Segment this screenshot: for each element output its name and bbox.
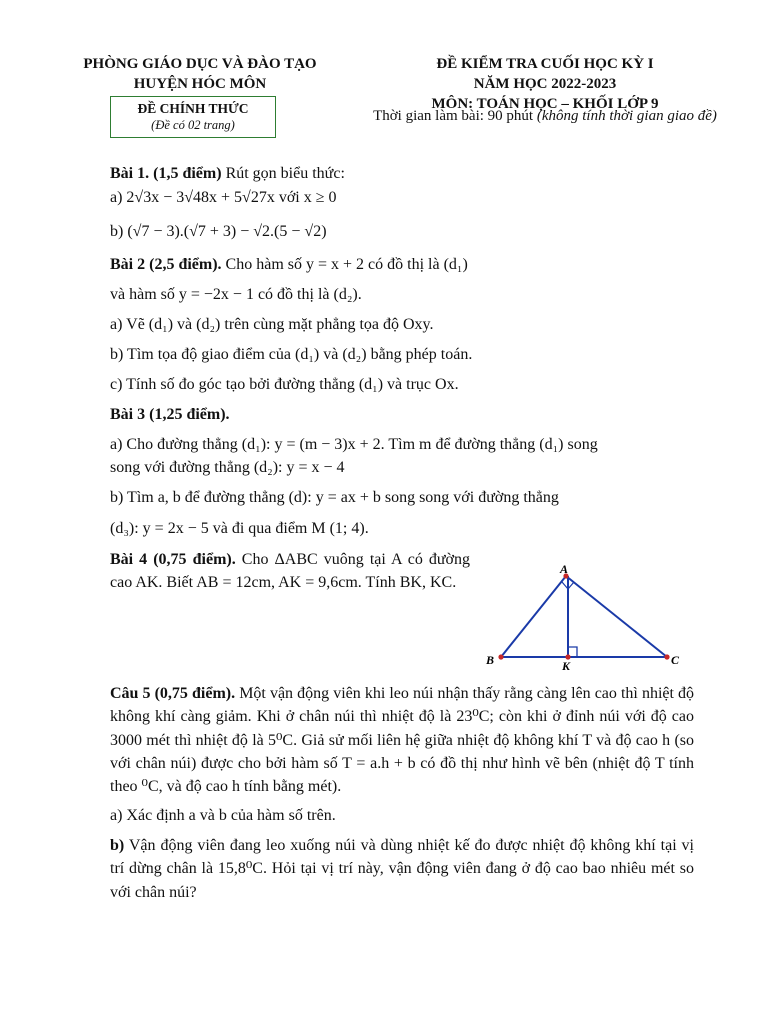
point-c (664, 654, 669, 659)
cau5-b-body: Vận động viên đang leo xuống núi và dùng nhiệt kế đo được nhiệt độ không khí tại vị trí dừng chân là 15,8⁰C. Hỏi tại vị trí này, vận động viên đang ở độ cao bao nhiêu mét so với chân núi? (110, 837, 694, 901)
bai2-intro: Cho hàm số y = x + 2 có đồ thị là (d₁) (221, 256, 468, 273)
time-note: (không tính thời gian giao đề) (536, 108, 717, 124)
bai1-a: a) 2√3x − 3√48x + 5√27x với x ≥ 0 (110, 189, 337, 206)
label-a: A (560, 562, 569, 576)
cau5-b-label: b) (110, 837, 125, 854)
cau5-text (110, 682, 694, 798)
bai2-label: Bài 2 (2,5 điểm). (110, 256, 222, 273)
bai3-heading: Bài 3 (1,25 điểm). (110, 406, 230, 423)
bai3-b-line-1: b) Tìm a, b để đường thẳng (d): y = ax + b song song với đường thẳng (110, 489, 559, 506)
side-ab (501, 576, 566, 657)
bai1-points: (1,5 điểm) (153, 165, 222, 182)
exam-title-block (350, 54, 740, 114)
bai1-prompt: Rút gọn biểu thức: (221, 165, 345, 182)
cau5-body: Một vận động viên khi leo núi nhận thấy rằng càng lên cao thì nhiệt độ không khí càng giảm. Khi ở chân núi thì nhiệt độ là 23⁰C; còn khi ở đỉnh núi với độ cao 3000 mét thì nhiệt độ là 5⁰C. Giả sử mối liên hệ giữa nhiệt độ không khí T và độ cao h (so với chân núi) được cho bởi hàm số T = a.h + b có đồ thị như hình vẽ bên (nhiệt độ T tính theo ⁰C, và độ cao h tính bằng mét). (110, 685, 695, 796)
official-box (110, 96, 276, 138)
bai4-label: Bài 4 (0,75 điểm). (110, 551, 236, 568)
side-ac (566, 576, 667, 657)
bai3-b-line-2: (d₃): y = 2x − 5 và đi qua điểm M (1; 4). (110, 520, 369, 537)
department-line-1: PHÒNG GIÁO DỤC VÀ ĐÀO TẠO (83, 56, 317, 72)
cau5-a: a) Xác định a và b của hàm số trên. (110, 807, 336, 824)
school-year: NĂM HỌC 2022-2023 (473, 76, 617, 92)
official-label: ĐỀ CHÍNH THỨC (137, 101, 249, 116)
bai2-a: a) Vẽ (d₁) và (d₂) trên cùng mặt phẳng tọa độ Oxy. (110, 316, 434, 333)
bai1-b: b) (√7 − 3).(√7 + 3) − √2.(5 − √2) (110, 223, 327, 240)
bai3-a-line-1: a) Cho đường thẳng (d₁): y = (m − 3)x + 2. Tìm m để đường thẳng (d₁) song (110, 436, 598, 453)
exam-title: ĐỀ KIỂM TRA CUỐI HỌC KỲ I (436, 56, 654, 72)
cau5-b (110, 834, 694, 904)
department-name (55, 54, 345, 94)
point-b (498, 654, 503, 659)
bai4-text (110, 548, 470, 595)
bai1-heading (110, 163, 345, 185)
triangle-figure (480, 558, 690, 676)
subject-line: MÔN: TOÁN HỌC – KHỐI LỚP 9 (431, 96, 659, 112)
label-k: K (562, 659, 571, 673)
bai2-c: c) Tính số đo góc tạo bởi đường thẳng (d₁) và trục Ox. (110, 376, 459, 393)
bai3-a-line-2: song với đường thẳng (d₂): y = x − 4 (110, 459, 345, 476)
bai2-heading (110, 254, 468, 276)
cau5-label: Câu 5 (0,75 điểm). (110, 685, 236, 702)
label-b: B (486, 653, 495, 667)
bai4-body: Cho ΔABC vuông tại A có đường cao AK. Biết AB = 12cm, AK = 9,6cm. Tính BK, KC. (110, 551, 471, 592)
label-c: C (671, 653, 680, 667)
time-prefix: Thời gian làm bài: 90 phút (373, 108, 537, 124)
bai2-b: b) Tìm tọa độ giao điểm của (d₁) và (d₂) bằng phép toán. (110, 346, 473, 363)
pages-note: (Đề có 02 trang) (151, 118, 235, 132)
bai1-label: Bài 1. (110, 165, 150, 182)
time-line (340, 106, 750, 126)
bai2-intro-2: và hàm số y = −2x − 1 có đồ thị là (d₂). (110, 286, 362, 303)
department-line-2: HUYỆN HÓC MÔN (133, 76, 267, 92)
